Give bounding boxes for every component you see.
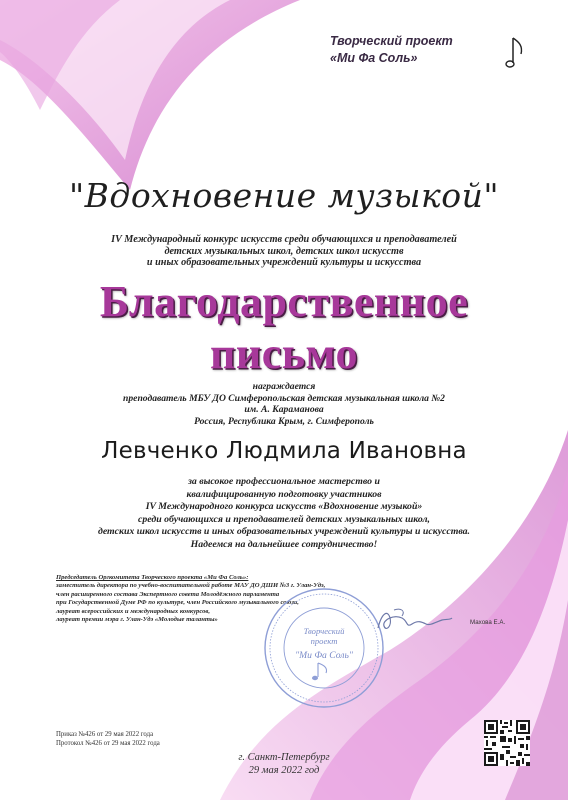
city-text: г. Санкт-Петербург bbox=[238, 752, 330, 763]
chair-line: член расширенного состава Экспертного совета Молодёжного парламента bbox=[56, 590, 280, 598]
reason-line: IV Международного конкурса искусств «Вдохновение музыкой» bbox=[145, 501, 423, 512]
place-date bbox=[0, 751, 568, 777]
protocol-line: Протокол №426 от 29 мая 2022 года bbox=[56, 739, 160, 747]
music-note-icon bbox=[505, 36, 527, 72]
project-name-line1: Творческий проект bbox=[330, 34, 453, 48]
project-name-line2: «Ми Фа Соль» bbox=[330, 51, 418, 65]
reason-block bbox=[0, 476, 568, 551]
awarded-line: Россия, Республика Крым, г. Симферополь bbox=[194, 415, 374, 427]
chair-line: заместитель директора по учебно-воспитательной работе МАУ ДО ДШИ №3 г. Улан-Удэ, bbox=[56, 582, 326, 590]
signature bbox=[372, 604, 454, 636]
subtitle-line: и иных образовательных учреждений культуры и искусства bbox=[146, 257, 422, 268]
qr-code[interactable] bbox=[484, 720, 530, 766]
reason-line: квалифицированную подготовку участников bbox=[186, 488, 382, 500]
awarded-block bbox=[0, 381, 568, 427]
order-line: Приказ №426 от 29 мая 2022 года bbox=[56, 731, 154, 738]
document-title-line2: письмо bbox=[210, 329, 358, 378]
reason-line: среди обучающихся и преподавателей детских музыкальных школ, bbox=[137, 513, 431, 525]
chair-line: лауреат премии мэра г. Улан-Удэ «Молодые таланты» bbox=[56, 616, 218, 624]
stamp-line1: Творческий bbox=[303, 626, 345, 636]
reason-line: Надеемся на дальнейшее сотрудничество! bbox=[190, 538, 378, 550]
recipient-name: Левченко Людмила Ивановна bbox=[101, 438, 467, 464]
subtitle-line: детских музыкальных школ, детских школ искусств bbox=[164, 245, 404, 257]
chair-heading: Председатель Оргкомитета Творческого проекта «Ми Фа Соль»: bbox=[56, 574, 249, 581]
stamp-line2: проект bbox=[310, 636, 338, 646]
document-title bbox=[0, 276, 568, 380]
signer-name: Махова Е.А. bbox=[470, 619, 506, 626]
contest-subtitle bbox=[0, 234, 568, 269]
subtitle-line: IV Международный конкурс искусств среди обучающихся и преподавателей bbox=[111, 234, 457, 245]
chair-line: лауреат всероссийских и международных конкурсов, bbox=[56, 607, 211, 615]
date-text: 29 мая 2022 год bbox=[248, 765, 320, 776]
stamp-line3: "Ми Фа Соль" bbox=[295, 650, 353, 661]
reason-line: за высокое профессиональное мастерство и bbox=[188, 476, 380, 487]
chair-line: при Государственной Думе РФ по культуре, член Российского музыкального союза, bbox=[56, 599, 299, 607]
event-title: "Вдохновение музыкой" bbox=[68, 176, 500, 215]
stamp bbox=[262, 586, 386, 710]
order-info bbox=[56, 731, 160, 748]
awarded-line: преподаватель МБУ ДО Симферопольская детская музыкальная школа №2 bbox=[123, 392, 445, 404]
project-name bbox=[330, 33, 530, 67]
awarded-line: награждается bbox=[252, 381, 316, 392]
reason-line: детских школ искусств и иных образовательных учреждений культуры и искусства. bbox=[97, 526, 471, 537]
awarded-line: им. А. Караманова bbox=[244, 404, 324, 415]
document-title-line1: Благодарственное bbox=[99, 277, 469, 326]
